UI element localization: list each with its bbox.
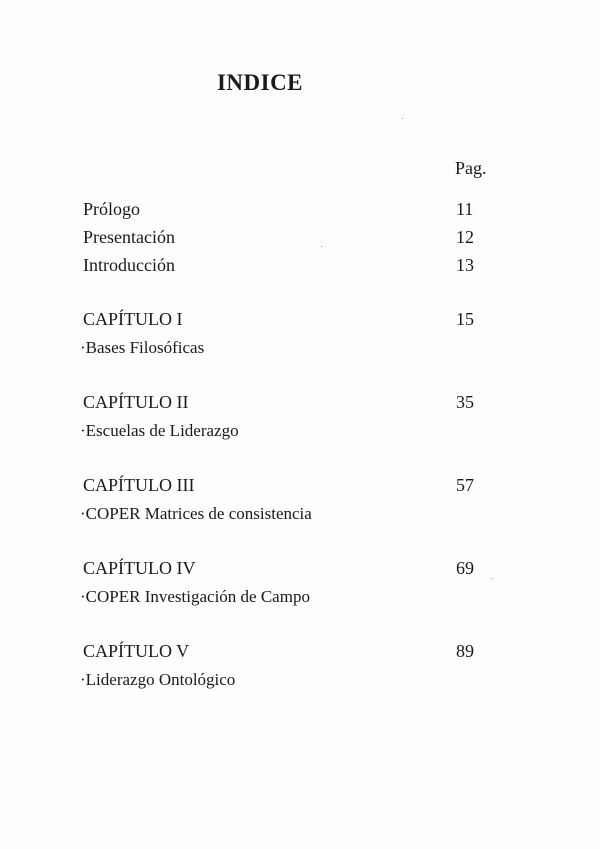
chapter-5-subtitle: ·Liderazgo Ontológico [80, 670, 236, 689]
scan-speck [402, 118, 403, 119]
chapter-page: 35 [456, 392, 474, 412]
chapter-page: 69 [456, 558, 474, 578]
toc-entry-page: 12 [456, 227, 474, 247]
chapter-label: CAPÍTULO IV [83, 558, 196, 578]
chapter-2-subtitle: ·Escuelas de Liderazgo [80, 421, 239, 440]
chapter-label: CAPÍTULO I [83, 309, 183, 329]
toc-entry-label: Introducción [83, 255, 175, 275]
chapter-page: 57 [456, 475, 474, 495]
toc-entry-label: Prólogo [83, 199, 141, 219]
toc-entry-page: 11 [456, 199, 474, 219]
chapter-label: CAPÍTULO III [83, 475, 195, 495]
chapter-3-subtitle: ·COPER Matrices de consistencia [80, 504, 312, 523]
chapter-page: 89 [456, 641, 474, 661]
scan-speck [492, 578, 493, 579]
chapter-label: CAPÍTULO II [83, 392, 189, 412]
chapter-label: CAPÍTULO V [83, 641, 190, 661]
chapter-page: 15 [456, 309, 474, 329]
chapter-1-subtitle: ·Bases Filosóficas [80, 338, 205, 357]
page-column-header: Pag. [455, 158, 487, 178]
toc-entry-label: Presentación [83, 227, 175, 247]
chapter-4-subtitle: ·COPER Investigación de Campo [80, 587, 310, 606]
scan-speck [321, 246, 322, 247]
page-title: INDICE [216, 70, 304, 95]
toc-entry-page: 13 [456, 255, 474, 275]
